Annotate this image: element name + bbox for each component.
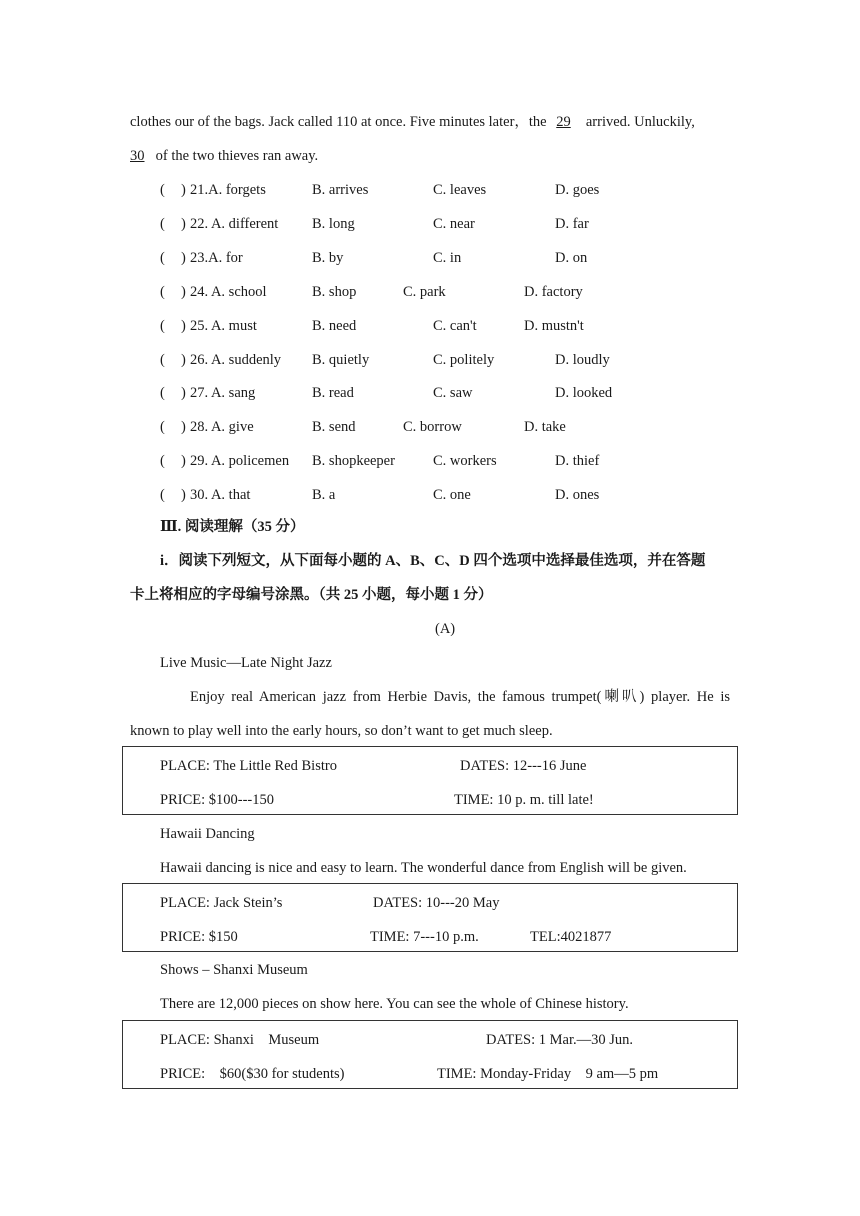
instructions-line-2: 卡上将相应的字母编号涂黑。（共 25 小题，每小题 1 分）: [130, 587, 493, 603]
question-option-c: C. near: [433, 215, 475, 232]
question-paren-close: ): [181, 249, 186, 266]
ad-description: known to play well into the early hours, so don’t want to get much sleep.: [130, 723, 553, 739]
question-option-c: C. borrow: [403, 419, 462, 436]
passage-label: (A): [435, 621, 456, 637]
instructions-line-1: i．阅读下列短文，从下面每小题的 A、B、C、D 四个选项中选择最佳选项，并在答题: [160, 553, 706, 569]
question-option-b: B. shop: [312, 283, 357, 300]
question-option-a: 27. A. sang: [190, 385, 256, 402]
question-option-b: B. a: [312, 487, 336, 504]
question-option-d: D. goes: [555, 182, 600, 198]
question-paren: (: [160, 385, 165, 402]
question-option-b: B. by: [312, 249, 344, 266]
question-paren-close: ): [181, 419, 186, 436]
ad-price: PRICE: $150: [160, 929, 238, 945]
question-paren-close: ): [181, 215, 186, 232]
question-paren-close: ): [181, 283, 186, 300]
question-option-c: C. in: [433, 249, 462, 266]
question-option-b: B. send: [312, 419, 356, 436]
ad-info-box: [122, 883, 738, 952]
ad-dates: DATES: 12---16 June: [460, 758, 587, 774]
question-paren-close: ): [181, 317, 186, 334]
question-paren-close: ): [181, 182, 186, 198]
question-paren: (: [160, 249, 165, 266]
ad-description: Hawaii dancing is nice and easy to learn. The wonderful dance from English will be given.: [160, 860, 687, 876]
question-option-d: D. thief: [555, 453, 600, 470]
ad-price: PRICE: $60($30 for students): [160, 1066, 345, 1082]
blank-30: 30: [130, 148, 145, 164]
question-paren-close: ): [181, 385, 186, 402]
ad-info-box: [122, 1020, 738, 1089]
ad-title: Live Music—Late Night Jazz: [160, 655, 332, 671]
question-option-a: 22. A. different: [190, 215, 279, 232]
question-option-c: C. saw: [433, 385, 473, 402]
question-option-a: 30. A. that: [190, 487, 251, 504]
ad-time: TIME: Monday-Friday 9 am—5 pm: [437, 1066, 659, 1082]
cloze-text-c: of the two thieves ran away.: [152, 148, 319, 164]
question-option-b: B. shopkeeper: [312, 453, 395, 470]
question-option-a: 21.A. forgets: [190, 182, 266, 198]
ad-description: There are 12,000 pieces on show here. You can see the whole of Chinese history.: [160, 996, 629, 1012]
question-option-a: 26. A. suddenly: [190, 351, 282, 368]
question-option-b: B. quietly: [312, 351, 370, 368]
question-option-b: B. arrives: [312, 182, 369, 198]
question-paren: (: [160, 317, 165, 334]
ad-place: PLACE: Jack Stein’s: [160, 895, 283, 911]
question-paren: (: [160, 487, 165, 504]
question-option-d: D. factory: [524, 283, 583, 300]
ad-tel: TEL:4021877: [530, 929, 612, 945]
question-option-c: C. leaves: [433, 182, 487, 198]
question-option-d: D. far: [555, 215, 589, 232]
blank-29: 29: [556, 114, 571, 130]
cloze-line-2: [130, 147, 318, 165]
question-option-c: C. park: [403, 283, 446, 300]
cloze-line-1: [130, 113, 695, 131]
question-option-d: D. on: [555, 249, 588, 266]
question-option-c: C. can't: [433, 317, 477, 334]
question-option-a: 28. A. give: [190, 419, 254, 436]
question-option-d: D. take: [524, 419, 566, 436]
question-option-c: C. one: [433, 487, 471, 504]
ad-title: Hawaii Dancing: [160, 826, 255, 842]
ad-info-box: [122, 746, 738, 815]
question-paren: (: [160, 215, 165, 232]
question-paren-close: ): [181, 453, 186, 470]
question-paren: (: [160, 283, 165, 300]
question-paren: (: [160, 182, 165, 198]
ad-price: PRICE: $100---150: [160, 792, 274, 808]
question-option-d: D. looked: [555, 385, 613, 402]
section-heading: Ⅲ. 阅读理解（35 分）: [160, 519, 305, 535]
question-paren: (: [160, 453, 165, 470]
question-option-b: B. need: [312, 317, 357, 334]
ad-dates: DATES: 10---20 May: [373, 895, 500, 911]
cloze-text-b: arrived. Unluckily,: [582, 114, 695, 130]
question-paren: (: [160, 419, 165, 436]
question-paren: (: [160, 351, 165, 368]
ad-time: TIME: 7---10 p.m.: [370, 929, 479, 945]
question-option-b: B. read: [312, 385, 354, 402]
question-option-d: D. mustn't: [524, 317, 584, 334]
question-option-a: 24. A. school: [190, 283, 267, 300]
question-paren-close: ): [181, 487, 186, 504]
question-option-b: B. long: [312, 215, 355, 232]
ad-place: PLACE: Shanxi Museum: [160, 1032, 320, 1048]
question-option-a: 25. A. must: [190, 317, 257, 334]
question-option-d: D. ones: [555, 487, 600, 504]
ad-time: TIME: 10 p. m. till late!: [454, 792, 594, 808]
question-option-a: 29. A. policemen: [190, 453, 290, 470]
question-option-c: C. politely: [433, 351, 495, 368]
question-option-a: 23.A. for: [190, 249, 243, 266]
ad-title: Shows – Shanxi Museum: [160, 962, 308, 978]
question-paren-close: ): [181, 351, 186, 368]
ad-description: Enjoy real American jazz from Herbie Davis, the famous trumpet(喇叭) player. He is: [190, 689, 730, 705]
question-option-d: D. loudly: [555, 351, 610, 368]
question-option-c: C. workers: [433, 453, 497, 470]
cloze-text-a: clothes our of the bags. Jack called 110 at once. Five minutes later，the: [130, 114, 551, 130]
ad-place: PLACE: The Little Red Bistro: [160, 758, 337, 774]
ad-dates: DATES: 1 Mar.—30 Jun.: [486, 1032, 634, 1048]
